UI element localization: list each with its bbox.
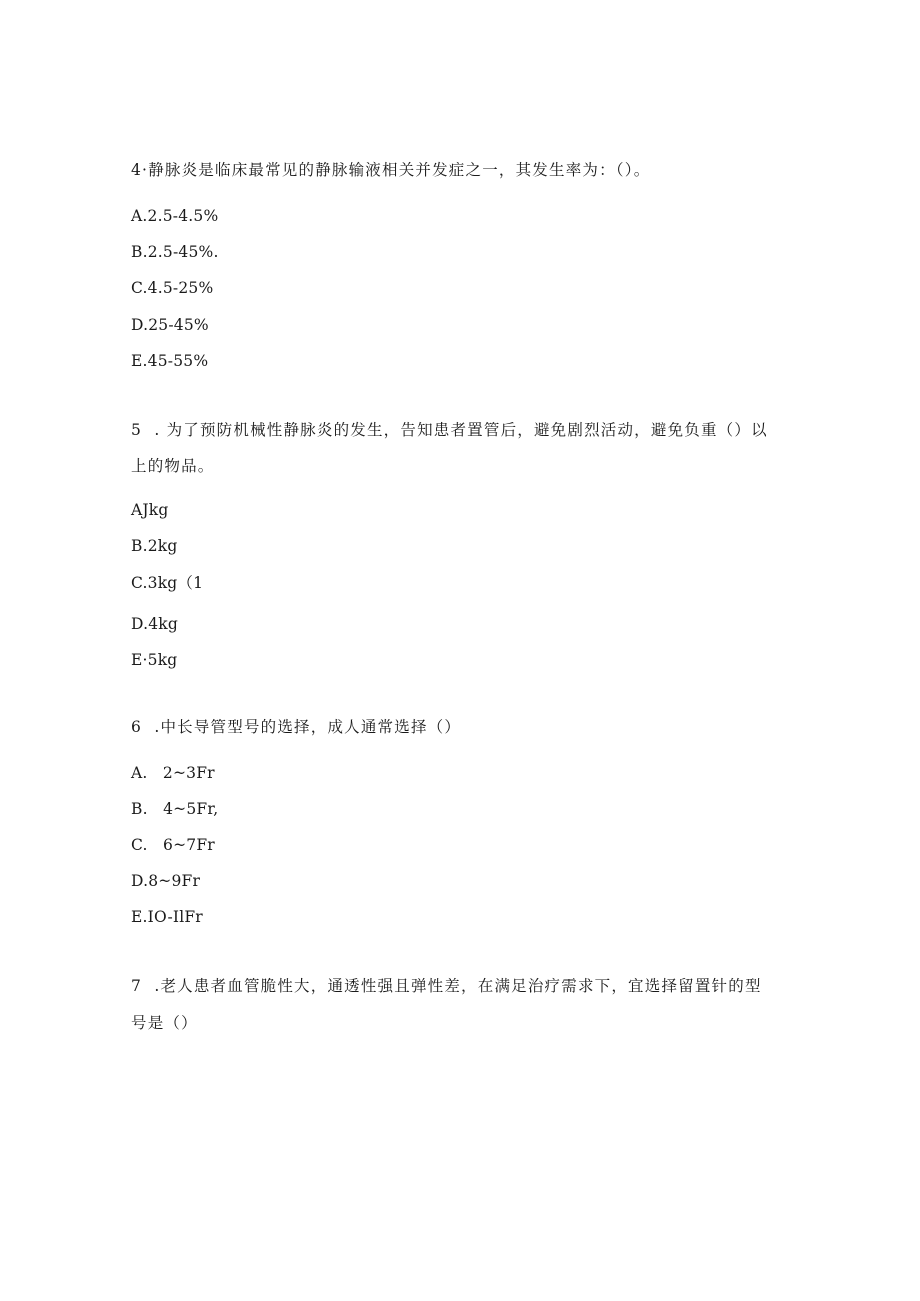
- question-7-stem-line-1: 7 .老人患者血管脆性大，通透性强且弹性差，在满足治疗需求下，宜选择留置针的型: [131, 977, 762, 995]
- question-4-option-c: C.4.5-25%: [131, 279, 214, 297]
- question-6-option-b: B. 4~5Fr,: [131, 800, 219, 818]
- question-5-option-b: B.2kg: [131, 537, 178, 555]
- question-4-option-b: B.2.5-45%.: [131, 243, 219, 261]
- question-5-option-a: AJkg: [131, 501, 169, 519]
- question-6-option-e: E.IO-IlFr: [131, 908, 203, 926]
- question-5-option-c: C.3kg（1: [131, 574, 204, 592]
- question-4-option-d: D.25-45%: [131, 316, 209, 334]
- question-6-stem: 6 .中长导管型号的选择，成人通常选择（）: [131, 718, 462, 736]
- question-7-stem-line-2: 号是（）: [131, 1014, 198, 1032]
- question-6-option-a: A. 2~3Fr: [131, 764, 215, 782]
- question-4-option-e: E.45-55%: [131, 352, 209, 370]
- question-5-option-d: D.4kg: [131, 615, 178, 633]
- question-5-stem-line-2: 上的物品。: [131, 457, 215, 475]
- question-4-option-a: A.2.5-4.5%: [131, 207, 219, 225]
- question-5-option-e: E·5kg: [131, 651, 178, 669]
- question-6-option-c: C. 6~7Fr: [131, 836, 215, 854]
- question-5-stem-line-1: 5 . 为了预防机械性静脉炎的发生，告知患者置管后，避免剧烈活动，避免负重（）以: [131, 421, 768, 439]
- question-4-stem: 4·静脉炎是临床最常见的静脉输液相关并发症之一，其发生率为：（）。: [131, 161, 651, 179]
- question-6-option-d: D.8~9Fr: [131, 872, 201, 890]
